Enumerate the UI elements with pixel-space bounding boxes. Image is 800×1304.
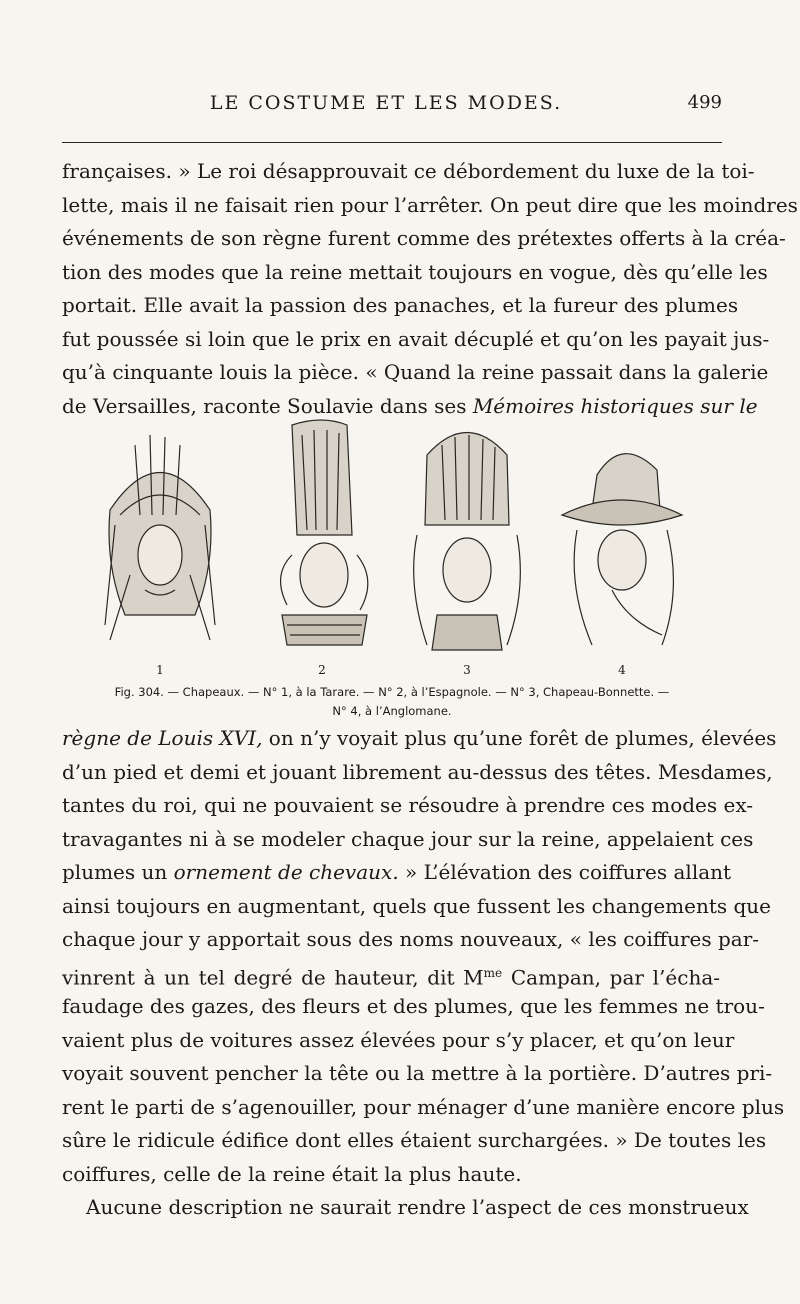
page-number: 499 [687, 92, 722, 113]
text-line: chaque jour y apportait sous des noms nouveaux, « les coiffures par- [62, 927, 760, 951]
figure-number: 3 [463, 663, 471, 677]
text-segment: » L’élévation des coiffures allant [398, 860, 732, 884]
hat-illustration-1 [90, 415, 230, 677]
text-line: françaises. » Le roi désapprouvait ce débordement du luxe de la toi- [62, 159, 755, 183]
superscript: me [483, 965, 503, 980]
text-line: tantes du roi, qui ne pouvaient se résoudre à prendre ces modes ex- [62, 793, 754, 817]
text-line: d’un pied et demi et jouant librement au-dessus des têtes. Mesdames, [62, 759, 773, 784]
text-line: ainsi toujours en augmentant, quels que fussent les changements que [62, 893, 772, 918]
text-line: fut poussée si loin que le prix en avait décuplé et qu’on les payait jus- [62, 326, 770, 351]
text-line [62, 957, 720, 991]
page-header [50, 92, 722, 122]
text-line: sûre le ridicule édifice dont elles étaient surchargées. » De toutes les [62, 1128, 767, 1152]
hat-1-icon [90, 415, 230, 655]
text-segment: vinrent à un tel degré de hauteur, dit M [62, 965, 484, 990]
text-line: Aucune description ne saurait rendre l’aspect de ces monstrueux [86, 1195, 749, 1219]
text-line: faudage des gazes, des fleurs et des plumes, que les femmes ne trou- [62, 994, 765, 1018]
figure-number: 4 [618, 663, 626, 677]
caption-line: N° 4, à l’Anglomane. [332, 704, 452, 718]
italic-segment: ornement de chevaux. [173, 860, 399, 884]
figure-number: 2 [318, 663, 326, 677]
text-segment: Campan, par l’écha- [502, 965, 721, 990]
paragraph-top [62, 155, 798, 423]
text-line: lette, mais il ne faisait rien pour l’arrêter. On peut dire que les moindres [62, 192, 798, 217]
text-segment: plumes un [62, 860, 174, 884]
caption-line: Fig. 304. — Chapeaux. — N° 1, à la Tarare. — N° 2, à l’Espagnole. — N° 3, Chapeau-Bonnette. — [114, 685, 670, 699]
text-line: tion des modes que la reine mettait toujours en vogue, dès qu’elle les [62, 259, 768, 284]
text-line: voyait souvent pencher la tête ou la mettre à la portière. D’autres pri- [62, 1061, 773, 1085]
figure-hats [62, 415, 722, 677]
running-title: LE COSTUME ET LES MODES. [209, 92, 563, 114]
text-line: coiffures, celle de la reine était la plus haute. [62, 1161, 522, 1186]
hat-4-icon [552, 415, 692, 655]
text-segment: de Versailles, raconte Soulavie dans ses [62, 393, 473, 418]
hat-3-icon [397, 415, 537, 655]
text-line [62, 856, 732, 890]
text-line: vaient plus de voitures assez élevées pour s’y placer, et qu’on leur [62, 1027, 735, 1052]
text-line [62, 722, 777, 756]
text-line: travagantes ni à se modeler chaque jour sur la reine, appelaient ces [62, 826, 754, 851]
text-line: portait. Elle avait la passion des panaches, et la fureur des plumes [62, 293, 739, 317]
text-line: qu’à cinquante louis la pièce. « Quand la reine passait dans la galerie [62, 360, 769, 384]
hat-illustration-4 [552, 415, 692, 677]
italic-segment: règne de Louis XVI, [62, 726, 263, 750]
hat-illustration-3 [397, 415, 537, 677]
hat-illustration-2 [252, 415, 392, 677]
italic-title: Mémoires historiques sur le [472, 393, 758, 418]
figure-number: 1 [156, 663, 164, 677]
text-line: événements de son règne furent comme des prétextes offerts à la créa- [62, 226, 786, 250]
hat-2-icon [252, 415, 392, 655]
text-line: rent le parti de s’agenouiller, pour ménager d’une manière encore plus [62, 1094, 785, 1119]
figure-caption [62, 683, 722, 721]
text-segment: on n’y voyait plus qu’une forêt de plumes, élevées [262, 726, 777, 750]
header-rule [62, 142, 722, 143]
paragraph-bottom [62, 722, 785, 1225]
